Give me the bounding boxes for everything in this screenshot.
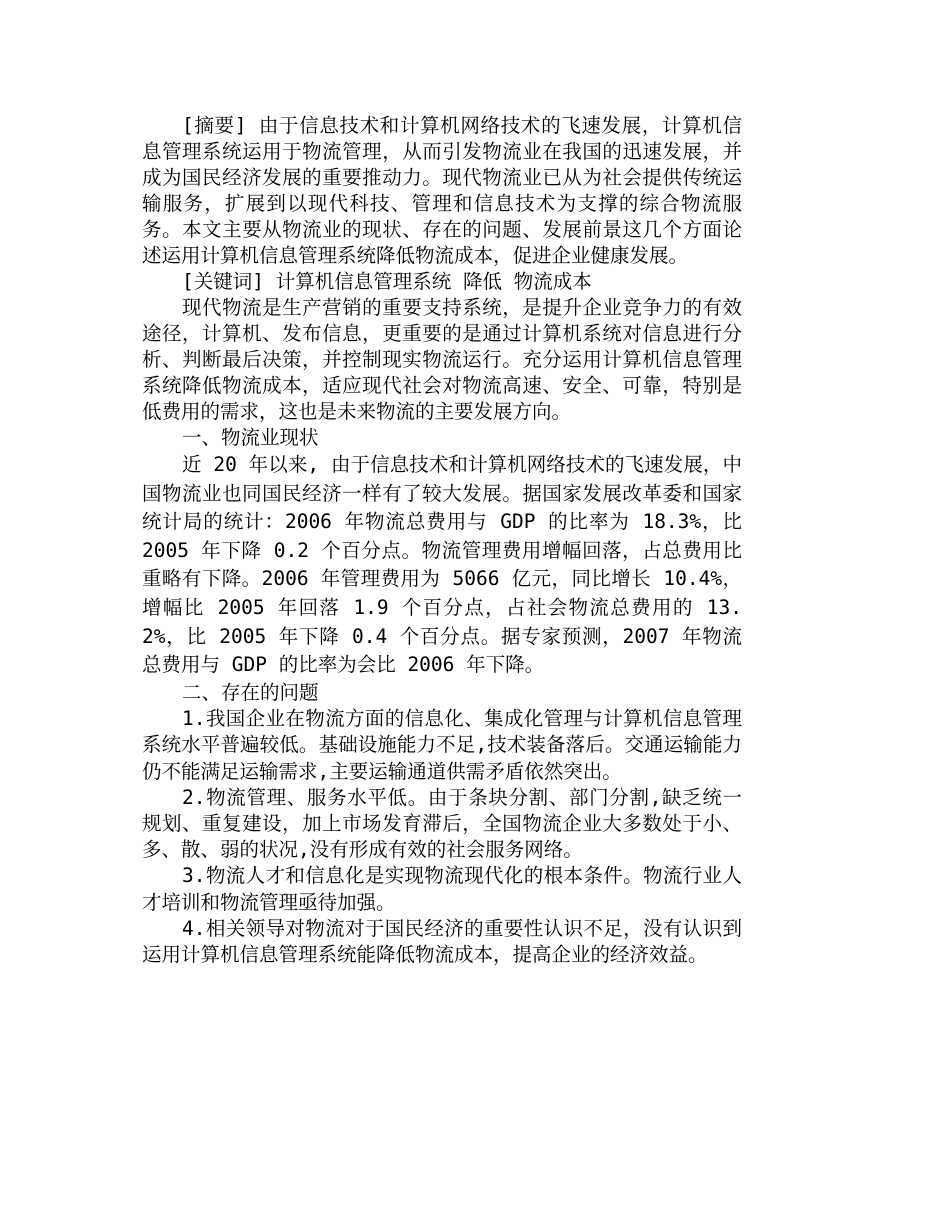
intro-paragraph: 现代物流是生产营销的重要支持系统，是提升企业竞争力的有效途径，计算机、发布信息，更重要的是通过计算机系统对信息进行分析、判断最后决策，并控制现实物流运行。充分运用计算机信息管理系统降低物流成本，适应现代社会对物流高速、安全、可靠，特别是低费用的需求，这也是未来物流的主要发展方向。 <box>142 296 742 423</box>
problem-item-1: 1.我国企业在物流方面的信息化、集成化管理与计算机信息管理系统水平普遍较低。基础设施能力不足,技术装备落后。交通运输能力仍不能满足运输需求,主要运输通道供需矛盾依然突出。 <box>142 707 742 783</box>
section-heading-problems: 二、存在的问题 <box>182 680 319 704</box>
abstract-paragraph: [摘要] 由于信息技术和计算机网络技术的飞速发展，计算机信息管理系统运用于物流管理，从而引发物流业在我国的迅速发展，并成为国民经济发展的重要推动力。现代物流业已从为社会提供传统运输服务，扩展到以现代科技、管理和信息技术为支撑的综合物流服务。本文主要从物流业的现状、存在的问题、发展前景这几个方面论述运用计算机信息管理系统降低物流成本，促进企业健康发展。 <box>142 114 742 267</box>
problem-item-4: 4.相关领导对物流对于国民经济的重要性认识不足，没有认识到运用计算机信息管理系统能降低物流成本，提高企业的经济效益。 <box>142 916 742 966</box>
keywords-line: [关键词] 计算机信息管理系统 降低 物流成本 <box>182 270 592 293</box>
document-body <box>142 113 742 968</box>
problem-item-2: 2.物流管理、服务水平低。由于条块分割、部门分割,缺乏统一规划、重复建设，加上市场发育滞后，全国物流企业大多数处于小、多、散、弱的状况,没有形成有效的社会服务网络。 <box>142 785 742 862</box>
section-heading-status: 一、物流业现状 <box>182 426 319 449</box>
problem-item-3: 3.物流人才和信息化是实现物流现代化的根本条件。物流行业人才培训和物流管理亟待加强。 <box>142 864 742 914</box>
status-paragraph: 近 20 年以来, 由于信息技术和计算机网络技术的飞速发展，中国物流业也同国民经济一样有了较大发展。据国家发展改革委和国家统计局的统计：2006 年物流总费用与 GDP 的比率为 18.3%，比 2005 年下降 0.2 个百分点。物流管理费用增幅回落，占总费用比重略有下降。2006 年管理费用为 5066 亿元，同比增长 10.4%，增幅比 2005 年回落 1.9 个百分点，占社会物流总费用的 13.2%，比 2005 年下降 0.4 个百分点。据专家预测，2007 年物流总费用与 GDP 的比率为会比 2006 年下降。 <box>142 453 742 677</box>
